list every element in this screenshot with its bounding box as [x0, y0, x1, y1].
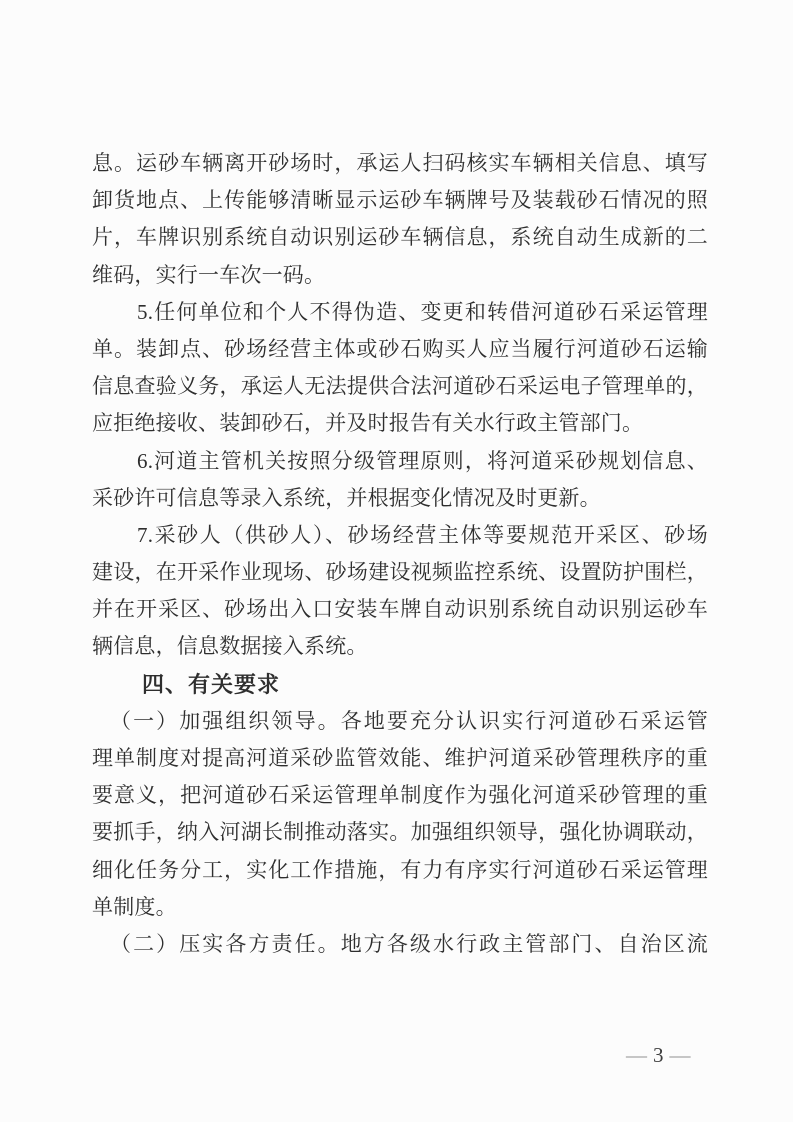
text-line: 信息查验义务，承运人无法提供合法河道砂石采运电子管理单的，: [92, 374, 708, 399]
text-line: 片，车牌识别系统自动识别运砂车辆信息，系统自动生成新的二: [92, 225, 708, 250]
text-line: 7.采砂人（供砂人）、砂场经营主体等要规范开采区、砂场: [137, 522, 708, 547]
text-line: 应拒绝接收、装卸砂石，并及时报告有关水行政主管部门。: [92, 411, 644, 436]
text-line: 息。运砂车辆离开砂场时，承运人扫码核实车辆相关信息、填写: [92, 151, 708, 175]
text-line: 维码，实行一车次一码。: [92, 262, 326, 287]
footer-dash-right: —: [669, 1043, 691, 1067]
text-line: 卸货地点、上传能够清晰显示运砂车辆牌号及装载砂石情况的照: [92, 188, 708, 213]
text-line: 5.任何单位和个人不得伪造、变更和转借河道砂石采运管理: [137, 299, 708, 324]
text-line: 理单制度对提高河道采砂监管效能、维护河道采砂管理秩序的重: [92, 746, 708, 770]
text-block: [92, 145, 708, 963]
text-line: 6.河道主管机关按照分级管理原则，将河道采砂规划信息、: [137, 448, 708, 473]
text-line: 建设，在开采作业现场、砂场建设视频监控系统、设置防护围栏，: [92, 560, 708, 585]
text-line: 单制度。: [92, 894, 177, 919]
text-line: 单。装卸点、砂场经营主体或砂石购买人应当履行河道砂石运输: [92, 336, 708, 361]
footer-dash-left: —: [626, 1043, 647, 1067]
text-line: 要意义，把河道砂石采运管理单制度作为强化河道采砂管理的重: [92, 783, 708, 808]
text-line: （二）压实各方责任。地方各级水行政主管部门、自治区流: [110, 931, 708, 956]
text-line: 采砂许可信息等录入系统，并根据变化情况及时更新。: [92, 485, 601, 510]
text-line: 要抓手，纳入河湖长制推动落实。加强组织领导，强化协调联动，: [92, 820, 708, 845]
page-footer: [620, 1040, 697, 1070]
text-line: 并在开采区、砂场出入口安装车牌自动识别系统自动识别运砂车: [92, 597, 708, 622]
text-line: 细化任务分工，实化工作措施，有力有序实行河道砂石采运管理: [92, 857, 708, 882]
page-number: 3: [653, 1043, 664, 1067]
text-line: 辆信息，信息数据接入系统。: [92, 634, 368, 659]
section-heading: 四、有关要求: [142, 671, 281, 697]
text-line: （一）加强组织领导。各地要充分认识实行河道砂石采运管: [110, 708, 708, 733]
